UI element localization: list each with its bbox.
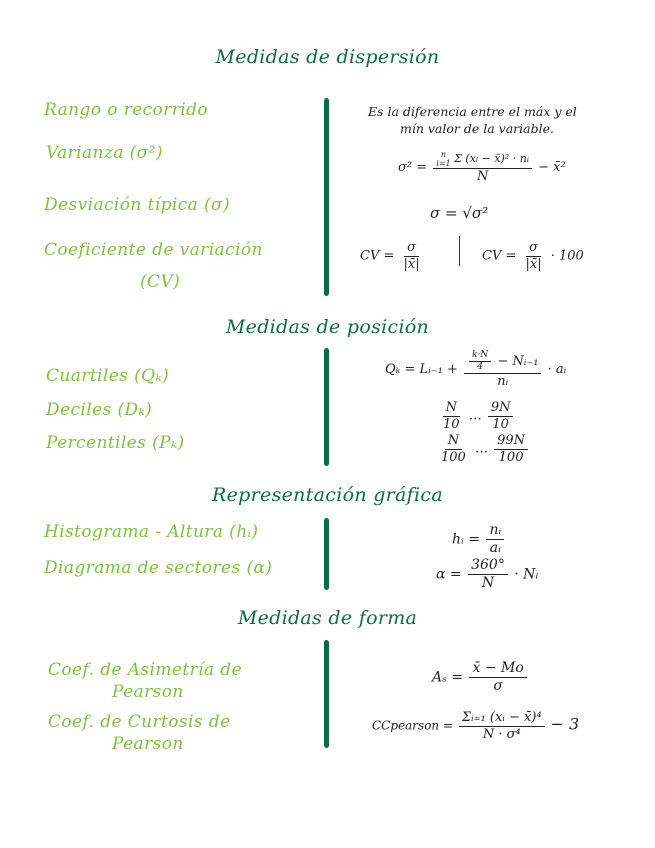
formula-decil-1 [440,400,463,432]
formula-separator [459,236,460,266]
heading-dispersion: Medidas de dispersión [215,46,440,68]
term-coef-variacion-line2: (CV) [140,272,181,292]
divider-dispersion [324,98,329,296]
formula-angulo-lhs: α = [436,566,462,583]
formula-varianza-fraction [433,150,532,185]
formula-curtosis-tail: − 3 [550,714,580,734]
heading-posicion: Medidas de posición [225,316,430,338]
decil-2-denominator: 10 [492,416,509,432]
formula-cv-2 [482,240,584,272]
formula-cuantil [385,350,566,389]
decil-2-numerator: 9N [488,400,514,417]
decil-dots: … [468,408,482,424]
formula-angulo-tail: · Nᵢ [514,566,539,583]
formula-altura-numerator: nᵢ [486,522,504,540]
formula-cv-1-numerator: σ [404,240,419,257]
term-desviacion: Desviación típica (σ) [44,195,231,215]
formula-cuantil-num-tail: − Nᵢ₋₁ [497,353,539,369]
percentil-dots: … [474,441,488,457]
formula-varianza-tail: − x̄² [538,159,566,175]
formula-angulo-denominator: N [481,574,495,591]
formula-asimetria-lhs: Aₛ = [432,669,464,686]
formula-asimetria-denominator: σ [493,677,503,694]
formula-asimetria-numerator: x̄ − Mo [469,660,526,678]
formula-cv-2-numerator: σ [526,240,541,257]
formula-deciles [438,400,515,432]
term-varianza: Varianza (σ²) [46,143,163,163]
formula-cuantil-inner-fraction [469,350,491,373]
formula-cuantil-lhs: Qₖ = Lᵢ₋₁ + [385,362,458,378]
formula-altura-denominator: aᵢ [489,539,501,556]
formula-angulo [436,557,538,592]
formula-cv-2-lhs: CV = [482,248,517,264]
formula-curtosis-lhs: CCpearson = [372,718,454,733]
formula-altura-lhs: hᵢ = [452,531,481,548]
formula-asimetria [432,660,529,695]
inner-denominator: 4 [477,361,484,372]
term-asimetria-line1: Coef. de Asimetría de [48,660,243,680]
formula-decil-2 [488,400,514,432]
formula-cuantil-fraction [464,350,541,389]
inner-numerator: k·N [469,350,491,362]
formula-cv-1 [360,240,425,272]
formula-angulo-fraction [468,557,508,592]
percentil-2-numerator: 99N [494,433,528,450]
term-curtosis-line2: Pearson [112,734,184,754]
divider-posicion [324,348,329,466]
formula-altura-fraction [486,522,504,557]
divider-grafica [324,518,329,590]
formula-cuantil-tail: · aᵢ [547,362,567,378]
formula-asimetria-fraction [469,660,526,695]
formula-desviacion: σ = √σ² [430,204,489,222]
description-rango [368,103,577,137]
term-percentiles: Percentiles (Pₖ) [46,433,185,453]
formula-cv-1-fraction [401,240,423,272]
term-sectores: Diagrama de sectores (α) [44,558,273,578]
decil-1-denominator: 10 [443,416,460,432]
formula-varianza [398,150,566,185]
formula-cv-1-denominator: |x̄| [403,256,420,272]
heading-forma: Medidas de forma [237,607,418,629]
term-deciles: Deciles (Dₖ) [46,400,153,420]
formula-altura [452,522,506,557]
term-rango: Rango o recorrido [44,100,208,120]
divider-forma [324,640,329,748]
percentil-1-denominator: 100 [441,449,466,465]
formula-cv-1-lhs: CV = [360,248,395,264]
formula-varianza-numerator [433,150,532,169]
percentil-1-numerator: N [445,433,462,450]
formula-angulo-numerator: 360° [468,557,508,575]
formula-percentiles [436,433,530,465]
formula-varianza-denominator: N [476,169,489,184]
description-line-2: mín valor de la variable. [400,121,554,136]
formula-percentil-1 [438,433,469,465]
formula-varianza-lhs: σ² = [398,159,428,175]
formula-cv-2-fraction [523,240,545,272]
formula-curtosis-denominator: N · σ⁴ [482,726,521,742]
term-coef-variacion-line1: Coeficiente de variación [44,240,263,260]
term-cuartiles: Cuartiles (Qₖ) [46,366,170,386]
formula-cv-2-denominator: |x̄| [525,256,542,272]
heading-grafica: Representación gráfica [212,484,443,506]
formula-curtosis [372,710,579,742]
formula-varianza-num-text: Σ (xᵢ − x̄)² · nᵢ [454,152,530,165]
formula-percentil-2 [494,433,528,465]
formula-cuantil-numerator [464,350,541,374]
formula-cuantil-denominator: nᵢ [497,373,509,389]
formula-curtosis-fraction [459,710,545,742]
sum-upper-limit: n [440,150,447,159]
description-line-1: Es la diferencia entre el máx y el [368,104,577,119]
decil-1-numerator: N [443,400,460,417]
term-curtosis-line1: Coef. de Curtosis de [48,712,231,732]
term-histograma: Histograma - Altura (hᵢ) [44,522,259,542]
sum-lower-limit: i=1 [436,159,451,168]
formula-curtosis-numerator: Σᵢ₌₁ (xᵢ − x̄)⁴ [459,710,545,727]
percentil-2-denominator: 100 [498,449,524,465]
formula-cv-2-tail: · 100 [550,248,584,264]
term-asimetria-line2: Pearson [112,682,184,702]
